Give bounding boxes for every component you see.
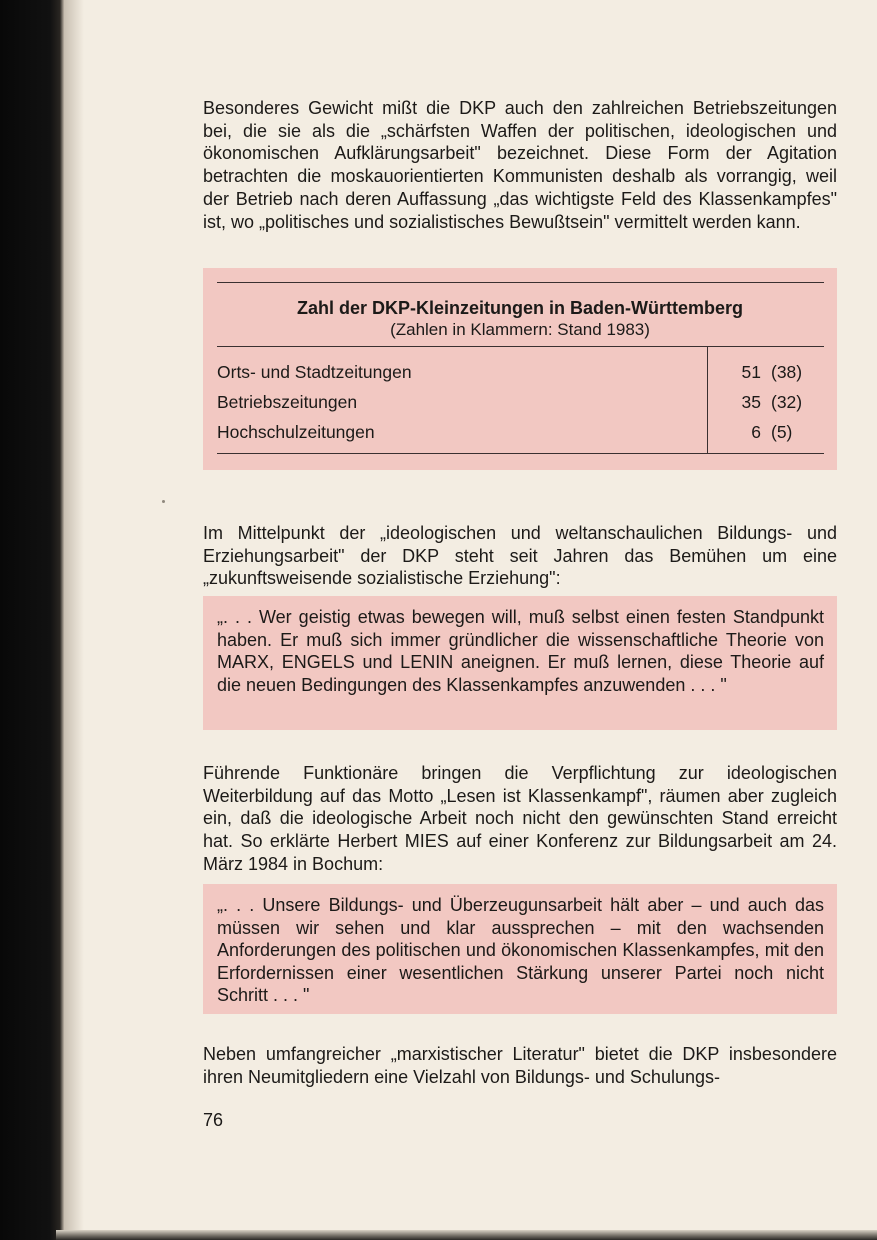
paragraph-weiterbildung: Führende Funktionäre bringen die Verpflichtung zur ideologischen Weiterbildung auf das Motto „Lesen ist Klassenkampf", räumen aber zugleich ein, daß die ideologische Arbeit noch nicht den gewünschten Stand erreicht hat. So erklärte Herbert MIES auf einer Konferenz zur Bildungsarbeit am 24. März 1984 in Bochum: — [203, 763, 837, 874]
table-rule-top — [217, 282, 824, 283]
stats-table — [203, 268, 837, 470]
quote-text: „. . . Wer geistig etwas bewegen will, muß selbst einen festen Standpunkt haben. Er muß sich immer gründlicher die wissenschaftliche Theorie von MARX, ENGELS und LENIN aneignen. Er muß lernen, diese Theorie auf die neuen Bedingungen des Klassenkampfes anzuwenden . . . " — [217, 607, 824, 695]
row-previous-value: (32) — [771, 392, 803, 412]
paragraph-erziehung: Im Mittelpunkt der „ideologischen und weltanschaulichen Bildungs- und Erziehungsarbeit" der DKP steht seit Jahren das Bemühen um eine „zukunftsweisende sozialistische Erziehung": — [203, 523, 837, 589]
table-subtitle: (Zahlen in Klammern: Stand 1983) — [390, 320, 650, 339]
table-row — [217, 388, 824, 418]
paragraph-literatur: Neben umfangreicher „marxistischer Literatur" bietet die DKP insbesondere ihren Neumitgliedern eine Vielzahl von Bildungs- und Schulungs- — [203, 1044, 837, 1087]
table-row — [217, 358, 824, 388]
book-spine-shadow — [0, 0, 64, 1240]
row-value: 51 — [741, 362, 761, 382]
page-bottom-edge — [56, 1230, 877, 1240]
paragraph-betriebszeitungen: Besonderes Gewicht mißt die DKP auch den zahlreichen Betriebszeitungen bei, die sie als die „schärfsten Waffen der politischen, ideologischen und ökonomischen Aufklärungsarbeit" bezeichnet. Diese Form der Agitation betrachten die moskauorientierten Kommunisten deshalb als vorrangig, weil der Betrieb nach deren Auffassung „das wichtigste Feld des Klassenkampfes" ist, wo „politisches und sozialistisches Bewußtsein" vermittelt werden kann. — [203, 98, 837, 232]
table-row — [217, 418, 824, 448]
table-title: Zahl der DKP-Kleinzeitungen in Baden-Württemberg — [296, 298, 744, 318]
row-label: Orts- und Stadtzeitungen — [217, 362, 412, 382]
quote-box-standpunkt — [203, 596, 837, 730]
row-label: Betriebszeitungen — [217, 392, 358, 412]
row-previous-value: (5) — [771, 422, 793, 442]
row-previous-value: (38) — [771, 362, 803, 382]
gutter-shadow — [64, 0, 84, 1240]
row-label: Hochschulzeitungen — [217, 422, 375, 442]
table-rule-bottom — [217, 453, 824, 454]
quote-box-mies — [203, 884, 837, 1014]
quote-text: „. . . Unsere Bildungs- und Überzeugunsarbeit hält aber – und auch das müssen wir sehen und klar aussprechen – mit den wachsenden Anforderungen des politischen und ökonomischen Klassenkampfes, mit den Erfordernissen einer wesentlichen Stärkung unserer Partei noch nicht Schritt . . . " — [217, 895, 824, 1005]
paper-speck — [162, 500, 165, 503]
table-rule-header — [217, 346, 824, 347]
page-number: 76 — [203, 1110, 224, 1130]
row-value: 6 — [751, 422, 761, 442]
row-value: 35 — [741, 392, 761, 412]
